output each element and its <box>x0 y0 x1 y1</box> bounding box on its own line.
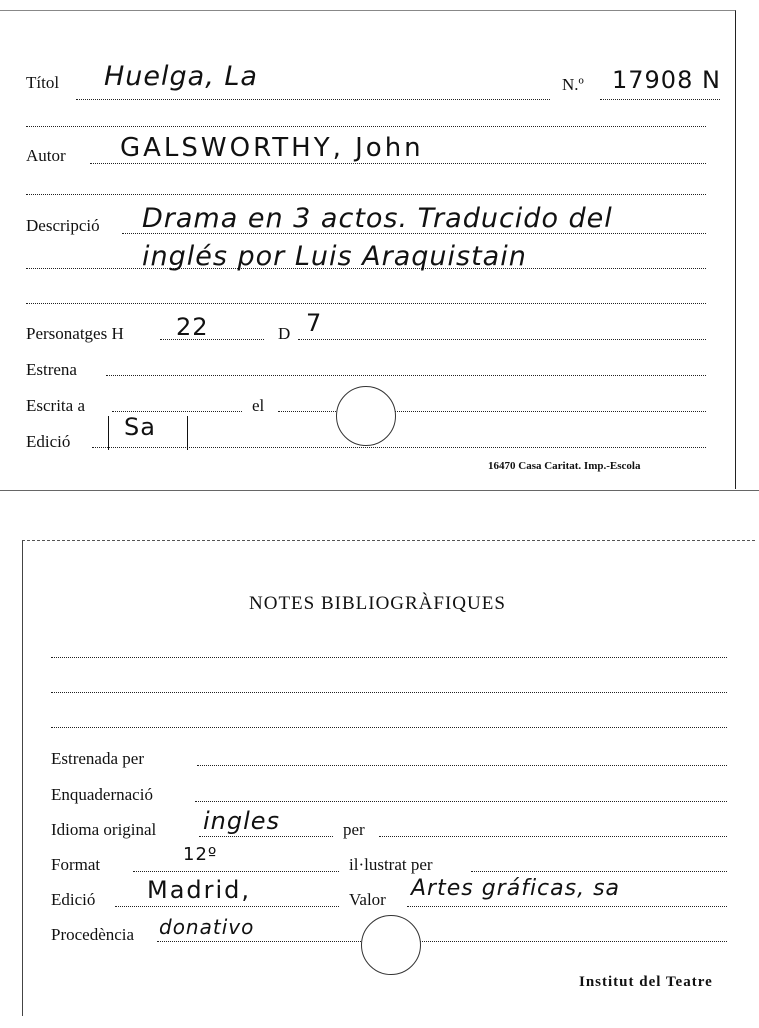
illustrat-line <box>471 871 727 872</box>
valor-line <box>407 906 727 907</box>
titol-value: Huelga, La <box>104 61 258 92</box>
procedencia-value: donativo <box>159 915 255 939</box>
idioma-line <box>199 836 333 837</box>
back-title: NOTES BIBLIOGRÀFIQUES <box>249 593 506 614</box>
autor-extra-line <box>26 194 706 195</box>
autor-label: Autor <box>26 146 66 165</box>
format-line <box>133 871 339 872</box>
card-separator <box>0 490 759 491</box>
valor-value: Artes gráficas, sa <box>411 876 621 901</box>
printer-imprint: 16470 Casa Caritat. Imp.-Escola <box>488 460 641 472</box>
personatges-d-label: D <box>278 324 291 343</box>
titol-extra-line <box>26 126 706 127</box>
procedencia-label: Procedència <box>51 925 135 944</box>
descripcio-line-3 <box>26 303 706 304</box>
escrita-line <box>112 411 242 412</box>
notes-line-1 <box>51 657 727 658</box>
descripcio-label: Descripció <box>26 216 100 235</box>
institute-name: Institut del Teatre <box>579 974 713 990</box>
number-value: 17908 N <box>612 66 721 94</box>
catalog-card-front <box>0 10 736 489</box>
back-edicio-value: Madrid, <box>147 876 252 904</box>
edicio-label: Edició <box>26 432 71 451</box>
number-label: N.º <box>562 75 584 94</box>
catalog-card-back <box>22 540 755 1016</box>
estrena-label: Estrena <box>26 360 77 379</box>
valor-label: Valor <box>349 890 386 909</box>
estrenada-line <box>197 765 727 766</box>
titol-line <box>76 99 550 100</box>
notes-line-2 <box>51 692 727 693</box>
notes-line-3 <box>51 727 727 728</box>
punch-hole <box>336 386 396 446</box>
personatges-d-line <box>298 339 706 340</box>
enquadernacio-label: Enquadernació <box>51 785 153 804</box>
back-edicio-line <box>115 906 339 907</box>
descripcio-value-2: inglés por Luis Araquistain <box>142 241 527 272</box>
illustrat-label: il·lustrat per <box>349 855 433 874</box>
estrenada-label: Estrenada per <box>51 749 144 768</box>
personatges-label: Personatges H <box>26 324 124 343</box>
autor-line <box>90 163 706 164</box>
titol-label: Títol <box>26 73 60 92</box>
descripcio-value-1: Drama en 3 actos. Traducido del <box>142 203 613 234</box>
number-line <box>600 99 720 100</box>
escrita-label: Escrita a <box>26 396 85 415</box>
personatges-d-value: 7 <box>306 309 323 337</box>
per-line <box>379 836 727 837</box>
idioma-value: ingles <box>203 807 281 835</box>
idioma-label: Idioma original <box>51 820 157 839</box>
back-edicio-label: Edició <box>51 890 96 909</box>
autor-value: GALSWORTHY, John <box>120 133 424 163</box>
estrena-line <box>106 375 706 376</box>
back-punch-hole <box>361 915 421 975</box>
personatges-h-value: 22 <box>176 313 209 341</box>
per-label: per <box>343 820 365 839</box>
el-label: el <box>252 396 265 415</box>
format-value: 12º <box>183 844 218 865</box>
enquadernacio-line <box>195 801 727 802</box>
procedencia-line <box>157 941 727 942</box>
format-label: Format <box>51 855 101 874</box>
edicio-value: Sa <box>124 413 156 441</box>
